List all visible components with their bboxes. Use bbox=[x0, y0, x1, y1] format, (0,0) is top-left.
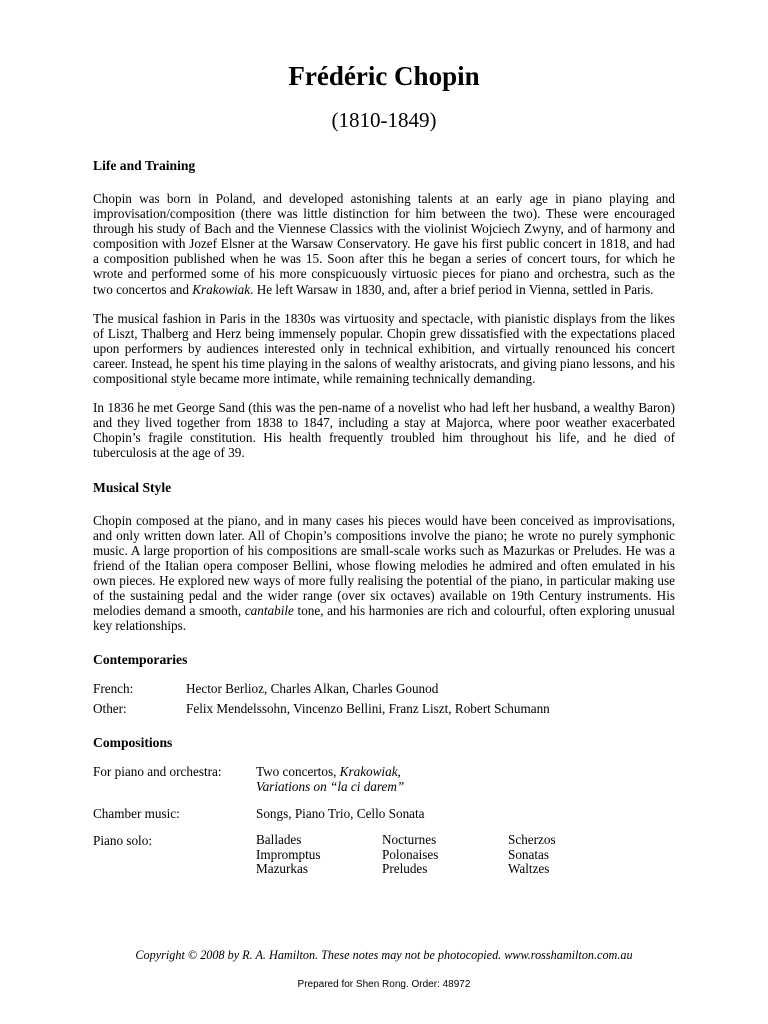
document-body bbox=[93, 157, 675, 877]
order-stamp: Prepared for Shen Rong. Order: 48972 bbox=[297, 979, 471, 990]
contemporaries-value: Felix Mendelssohn, Vincenzo Bellini, Franz Liszt, Robert Schumann bbox=[186, 701, 550, 717]
compositions-row-chamber bbox=[93, 806, 675, 821]
compositions-label: Piano solo: bbox=[93, 833, 152, 849]
section-heading-contemporaries: Contemporaries bbox=[93, 652, 188, 668]
contemporaries-value: Hector Berlioz, Charles Alkan, Charles Gounod bbox=[186, 681, 439, 697]
list-item: Nocturnes bbox=[382, 832, 437, 848]
piano-solo-column bbox=[382, 833, 508, 877]
piano-solo-list bbox=[256, 833, 618, 877]
style-paragraph: Chopin composed at the piano, and in many cases his pieces would have been conceived as improvisations, and only written down later. All of Chopin’s compositions involve the piano; he wrote no purely symphonic music. A large proportion of his compositions are small-scale works such as Mazurkas or Preludes. He was a friend of the Italian opera composer Bellini, whose flowing melodies he admired and often emulated in his own pieces. He explored new ways of more fully realising the potential of the piano, in particular making use of the sustaining pedal and the wider range (over six octaves) available on 19th Century instruments. His melodies demand a smooth, cantabile tone, and his harmonies are rich and colourful, often exploring unusual key relationships. bbox=[93, 512, 676, 634]
copyright-notice: Copyright © 2008 by R. A. Hamilton. These notes may not be photocopied. www.rosshamilton.com.au bbox=[135, 948, 633, 962]
section-heading-life: Life and Training bbox=[93, 158, 196, 173]
list-item: Waltzes bbox=[508, 861, 550, 877]
contemporaries-row bbox=[93, 701, 675, 716]
compositions-value: Two concertos, Krakowiak, Variations on “la ci darem” bbox=[256, 764, 405, 795]
page-title: Frédéric Chopin bbox=[288, 61, 480, 91]
contemporaries-label: Other: bbox=[93, 701, 127, 717]
list-item: Mazurkas bbox=[256, 861, 308, 877]
contemporaries-row bbox=[93, 681, 675, 696]
list-item: Preludes bbox=[382, 861, 428, 877]
life-paragraph-3: In 1836 he met George Sand (this was the pen-name of a novelist who had left her husband, a wealthy Baron) and they lived together from 1838 to 1847, including a stay at Majorca, where poor weather exacerbated Chopin’s fragile constitution. His health frequently troubled him throughout his life, and he died of tuberculosis at the age of 39. bbox=[93, 400, 675, 461]
compositions-row-orchestra bbox=[93, 764, 675, 794]
list-item: Ballades bbox=[256, 832, 302, 848]
piano-solo-column bbox=[256, 833, 382, 877]
list-item: Polonaises bbox=[382, 846, 439, 862]
life-dates: (1810-1849) bbox=[331, 108, 437, 132]
section-heading-style: Musical Style bbox=[93, 479, 172, 495]
list-item: Impromptus bbox=[256, 846, 321, 862]
piano-solo-column bbox=[508, 833, 618, 877]
compositions-label: For piano and orchestra: bbox=[93, 764, 222, 780]
compositions-value: Songs, Piano Trio, Cello Sonata bbox=[256, 806, 425, 822]
contemporaries-label: French: bbox=[93, 681, 134, 697]
life-paragraph-2: The musical fashion in Paris in the 1830s was virtuosity and spectacle, with pianistic displays from the likes of Liszt, Thalberg and Herz being immensely popular. Chopin grew dissatisfied with the expectations placed upon performers by audiences interested only in technical exhibition, and virtually renounced his concert career. Instead, he spent his time playing in the salons of wealthy aristocrats, and giving piano lessons, and his compositional style became more intimate, while remaining technically demanding. bbox=[93, 310, 675, 387]
section-heading-compositions: Compositions bbox=[93, 735, 173, 751]
compositions-row-piano-solo bbox=[93, 833, 675, 877]
life-paragraph-1: Chopin was born in Poland, and developed astonishing talents at an early age in piano playing and improvisation/composition (there was little distinction for him between the two). These were encouraged through his study of Bach and the Viennese Classics with the violinist Wojciech Zwyny, and of harmony and composition with Jozef Elsner at the Warsaw Conservatory. He gave his first public concert in 1818, and had a composition published when he was 15. Soon after this he began a series of concert tours, for which he wrote and performed some of his more conspicuously virtuosic pieces for piano and orchestra, such as the two concertos and Krakowiak. He left Warsaw in 1830, and, after a brief period in Vienna, settled in Paris. bbox=[93, 191, 675, 297]
list-item: Sonatas bbox=[508, 846, 550, 862]
list-item: Scherzos bbox=[508, 832, 556, 848]
compositions-label: Chamber music: bbox=[93, 806, 180, 822]
